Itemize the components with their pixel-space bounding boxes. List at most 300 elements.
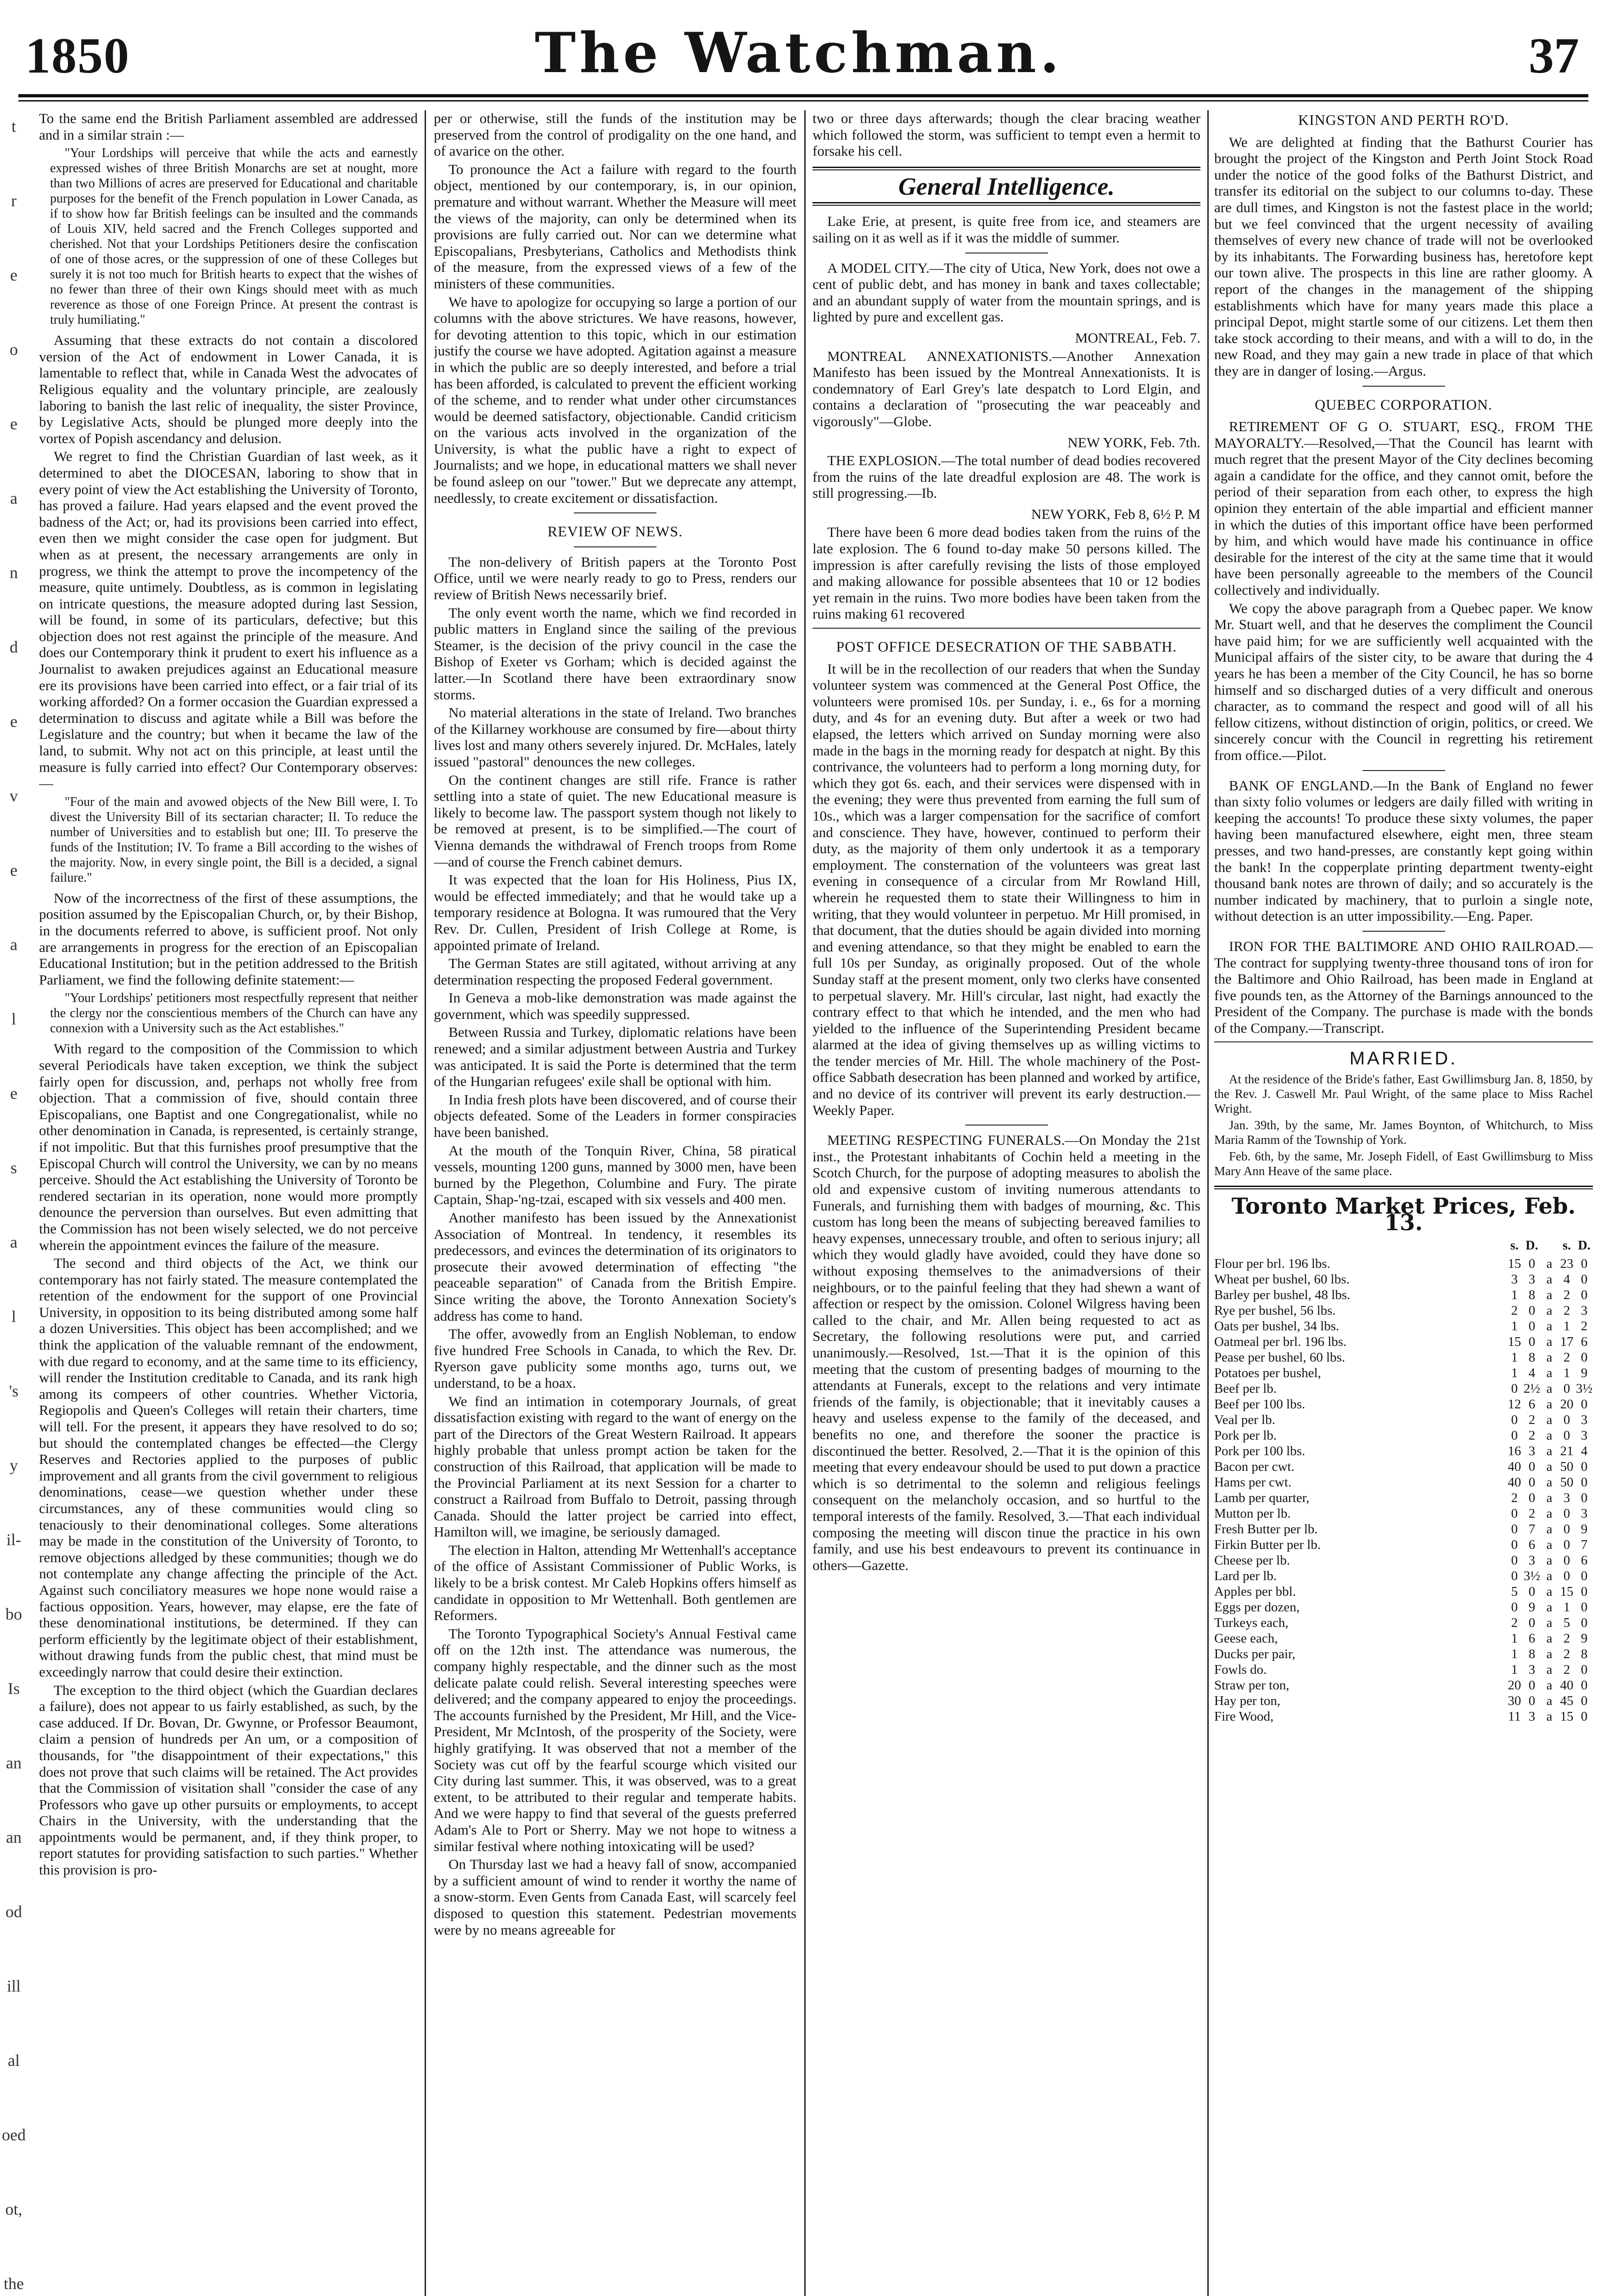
market-value: a (1546, 1350, 1553, 1365)
article-paragraph: The exception to the third object (which the Guardian declares a failure), does not appear to us fairly established, as such, by the case adduced. If Dr. Bovan, Dr. Gwynne, or Professor Beaumont, claim a pension of hundreds per An um, or a composition of thousands, for "the disappointment of their expectations," this does not prove that such claims will be retained. The Act provides that the Commission of visitation shall "consider the case of any Professors who gave up other pursuits or employments, to accept Chairs in the University, with the understanding that the appointments would be permanent, and, if they think proper, to report statutes for providing satisfaction to such parties." Whether this provision is pro- (39, 1682, 418, 1878)
page-number: 37 (1529, 28, 1579, 84)
market-value: a (1546, 1412, 1553, 1427)
quoted-petition: "Your Lordships' petitioners most respectfully represent that neither the clergy nor the conscientious members of the Church can have any connexion with a University such as the Act establishes." (50, 991, 418, 1036)
margin-letter: a (10, 489, 17, 507)
news-paragraph: On the continent changes are still rife. France is rather settling into a state of quiet. The new Educational measure is likely to become law. The passport system though not likely to be removed at present, is to be simplified.—The court of Vienna demands the withdrawal of French troops from Rome—and of course the French cabinet demurs. (434, 771, 796, 870)
market-value: 0 (1511, 1568, 1518, 1583)
section-heading-married: MARRIED. (1349, 1048, 1458, 1069)
margin-letter: t (11, 117, 16, 135)
market-value: 15 (1508, 1334, 1521, 1349)
market-value: 6 (1528, 1396, 1536, 1412)
news-paragraph: The Toronto Typographical Society's Annual Festival came off on the 12th inst. The attendance was numerous, the company highly respectable, and the dinner such as the most delicate palate could relish. Several interesting speeches were delivered; and the company appeared to enjoy the proceedings. The accounts furnished by the President, Mr Hill, and the Vice-President, Mr McIntosh, of the prosperity of the Society, were highly gratifying. It was observed that not a member of the Society was cut off by the fearful scourge which visited our City during last summer. This, it was observed, was to a great extent, to be attributed to their regular and temperate habits. And we were happy to find that several of the guests preferred Adam's Ale to Port or Sherry. May we not hope to witness a similar festival where nothing intoxicating will be used? (434, 1625, 796, 1854)
section-heading-review-of-news: REVIEW OF NEWS. (547, 523, 683, 540)
column-divider (425, 110, 426, 2296)
market-row (1214, 1615, 1593, 1631)
market-value: 2 (1581, 1318, 1588, 1334)
market-value: 0 (1528, 1303, 1536, 1318)
news-paragraph: It will be in the recollection of our readers that when the Sunday volunteer system was commenced at the General Post Office, the volunteers were promised 10s. per Sunday, i. e., 6s for a morning duty, and 4s for an evening duty. But after a week or two had elapsed, the letters which arrived on Sunday morning were also made in the bags in the morning ready for despatch at night. By this contrivance, the volunteers had to perform a long morning duty, for which they got 6s. each, and their services were dispensed with in the evening; they were thus prevented from earning the full sum of 10s., which was a larger compensation for the sacrifice of comfort and conscience. They have, however, continued to perform their duty, as the majority of them only undertook it as a temporary employment. The consternation of the volunteers was great last evening in consequence of a circular from Mr Rowland Hill, wherein he requested them to state their Willingness to him in writing, that they would volunteer in perpetuo. Mr Hill promised, in that document, that the duties should be again divided into morning and evening attendance, so that they might be enabled to earn the full 10s per Sunday, as originally proposed. Out of the whole Sunday staff at the present moment, only two clerks have consented to perpetual slavery. Mr. Hill's circular, last night, had exactly the contrary effect to that which he intended, and the men who had yielded to the influence of the Superintending President became alarmed at the idea of giving themselves up as willing victims to the tender mercies of Mr. Hill. The whole machinery of the Post-office Sabbath desecration has been planned and worked by artifice, and no device of its contriver will prevent its early destruction.—Weekly Paper. (813, 660, 1200, 1118)
article-paragraph: To pronounce the Act a failure with regard to the fourth object, mentioned by our contemporary, is, in our opinion, premature and without warrant. Whether the Measure will meet the views of the majority, can only be determined when its provisions are fully carried out. Nor can we determine what Episcopalians, Presbyterians, Catholics and Methodists think of the measure, from the expressed views of a few of the ministers of these communities. (434, 161, 796, 292)
market-value: a (1546, 1334, 1553, 1349)
market-value: 2½ (1523, 1381, 1541, 1396)
market-value: 12 (1508, 1396, 1521, 1412)
news-paragraph: BANK OF ENGLAND.—In the Bank of England no fewer than sixty folio volumes or ledgers are daily filled with writing in keeping the accounts! To produce these sixty volumes, the paper having been manufactured elsewhere, eight men, three steam presses, and two hand-presses, are constantly kept going within the bank! In the copperplate printing department twenty-eight thousand bank notes are thrown of daily; and so accurately is the number indicated by machinery, that to purloin a single note, without detection is an utter impossibility.—Eng. Paper. (1214, 777, 1593, 924)
market-row (1214, 1677, 1593, 1693)
margin-letter: ill (6, 1977, 21, 1995)
market-value: 1 (1563, 1599, 1570, 1615)
market-value: 1 (1511, 1631, 1518, 1646)
market-value: 45 (1560, 1693, 1574, 1708)
column-3 (813, 110, 1200, 2296)
market-value: 0 (1528, 1474, 1536, 1490)
market-row (1214, 1521, 1593, 1537)
market-item: Fowls do. (1214, 1662, 1267, 1677)
market-row (1214, 1506, 1593, 1521)
market-value: 0 (1581, 1599, 1588, 1615)
market-value: 1 (1563, 1365, 1570, 1380)
news-paragraph: MONTREAL ANNEXATIONISTS.—Another Annexation Manifesto has been issued by the Montreal Annexationists. It is condemnatory of Earl Grey's late despatch to Lord Elgin, and contains a declaration of "prosecuting the war peaceably and vigorously"—Globe. (813, 348, 1200, 429)
market-value: 0 (1581, 1256, 1588, 1271)
market-row (1214, 1443, 1593, 1459)
section-rule (1214, 1041, 1593, 1042)
article-paragraph: To the same end the British Parliament assembled are addressed and in a similar strain :— (39, 110, 418, 143)
market-value: a (1546, 1506, 1553, 1521)
market-value: 0 (1528, 1318, 1536, 1334)
market-value: 0 (1581, 1272, 1588, 1287)
market-value: 1 (1511, 1365, 1518, 1380)
market-value: 40 (1508, 1474, 1521, 1490)
market-value: 7 (1528, 1521, 1536, 1536)
market-value: 2 (1563, 1303, 1570, 1318)
market-row (1214, 1631, 1593, 1646)
market-col-header: s. (1510, 1238, 1519, 1253)
market-value: 15 (1560, 1709, 1574, 1724)
market-value: 0 (1581, 1677, 1588, 1693)
market-item: Fresh Butter per lb. (1214, 1521, 1318, 1536)
market-item: Fire Wood, (1214, 1709, 1274, 1724)
market-col-header: s. (1563, 1238, 1571, 1253)
market-value: 0 (1528, 1584, 1536, 1599)
masthead-rule-thin (18, 100, 1588, 101)
news-paragraph: At the mouth of the Tonquin River, China, 58 piratical vessels, mounting 1200 guns, manned by 3000 men, have been burned by the Plegethon, Columbine and Fury. The pirate Captain, Shap-'ng-tzai, escaped with six vessels and 400 men. (434, 1142, 796, 1208)
market-value: 0 (1581, 1474, 1588, 1490)
market-value: 40 (1560, 1677, 1574, 1693)
market-item: Geese each, (1214, 1631, 1278, 1646)
market-value: 0 (1563, 1568, 1570, 1583)
market-value: 3½ (1523, 1568, 1541, 1583)
news-paragraph: It was expected that the loan for His Holiness, Pius IX, would be effected immediately; and that he would take up a temporary residence at Bologna. It was rumoured that the Very Rev. Dr. Cullen, President of Irish College at Rome, is appointed primate of Ireland. (434, 872, 796, 953)
column-divider (1207, 110, 1209, 2296)
market-value: 2 (1563, 1646, 1570, 1661)
section-heading-general-intelligence: General Intelligence. (898, 172, 1115, 200)
margin-letter: an (6, 1754, 22, 1772)
dateline-montreal: MONTREAL, Feb. 7. (1075, 329, 1200, 346)
market-value: 15 (1560, 1584, 1574, 1599)
market-value: 1 (1563, 1318, 1570, 1334)
market-value: a (1546, 1381, 1553, 1396)
market-value: a (1546, 1490, 1553, 1505)
market-value: 50 (1560, 1474, 1574, 1490)
market-value: 0 (1528, 1615, 1536, 1630)
market-value: 11 (1508, 1709, 1521, 1724)
market-value: 0 (1563, 1381, 1570, 1396)
masthead (18, 9, 1579, 96)
market-value: 2 (1563, 1662, 1570, 1677)
margin-letter: d (10, 638, 18, 656)
market-value: 3 (1581, 1412, 1588, 1427)
market-row (1214, 1350, 1593, 1365)
section-rule (574, 546, 656, 547)
market-value: 8 (1528, 1287, 1536, 1302)
market-value: 3 (1528, 1709, 1536, 1724)
margin-letter: l (11, 1010, 16, 1028)
column-2 (434, 110, 796, 2296)
market-value: 0 (1563, 1506, 1570, 1521)
news-paragraph: The German States are still agitated, without arriving at any determination respecting the proposed Federal government. (434, 955, 796, 988)
market-row (1214, 1256, 1593, 1272)
market-item: Oatmeal per brl. 196 lbs. (1214, 1334, 1347, 1349)
section-rule-double (1214, 1186, 1593, 1189)
item-rule (1362, 770, 1445, 771)
section-rule (574, 512, 656, 513)
market-value: 30 (1508, 1693, 1521, 1708)
market-value: 0 (1528, 1256, 1536, 1271)
market-value: 0 (1511, 1506, 1518, 1521)
market-value: 0 (1581, 1350, 1588, 1365)
market-value: 0 (1511, 1381, 1518, 1396)
market-item: Cheese per lb. (1214, 1553, 1290, 1568)
market-item: Hay per ton, (1214, 1693, 1281, 1708)
market-row (1214, 1709, 1593, 1724)
market-value: 20 (1508, 1677, 1521, 1693)
market-row (1214, 1490, 1593, 1506)
market-value: 1 (1511, 1662, 1518, 1677)
market-value: 0 (1528, 1490, 1536, 1505)
market-value: a (1546, 1303, 1553, 1318)
news-paragraph: No material alterations in the state of Ireland. Two branches of the Killarney workhouse are consumed by fire—about thirty lives lost and many others severely injured. Dr. McHales, lately issued "pastoral" denounces the new colleges. (434, 704, 796, 770)
market-value: 21 (1560, 1443, 1574, 1458)
market-value: 3 (1511, 1272, 1518, 1287)
news-paragraph: THE EXPLOSION.—The total number of dead bodies recovered from the ruins of the late dreadful explosion are 48. The work is still progressing.—Ib. (813, 452, 1200, 501)
market-item: Lamb per quarter, (1214, 1490, 1310, 1505)
market-value: 17 (1560, 1334, 1574, 1349)
market-row (1214, 1599, 1593, 1615)
news-paragraph: Another manifesto has been issued by the Annexationist Association of Montreal. In tendency, it resembles its predecessors, and evinces the determination of its originators to prosecute their avowed determination of effecting "the peaceable separation" of Canada from the British Empire. Since writing the above, the Toronto Annexation Society's address has come to hand. (434, 1210, 796, 1324)
market-value: a (1546, 1256, 1553, 1271)
margin-letter: e (10, 1084, 17, 1103)
news-paragraph: two or three days afterwards; though the clear bracing weather which followed the storm, was sufficient to tempt even a hermit to forsake his cell. (813, 110, 1200, 159)
market-item: Hams per cwt. (1214, 1474, 1292, 1490)
margin-letter: y (10, 1456, 18, 1474)
margin-letter: the (4, 2274, 24, 2293)
news-paragraph: The non-delivery of British papers at the Toronto Post Office, until we were nearly ready to go to Press, renders our review of British News necessarily brief. (434, 553, 796, 603)
margin-letter: r (11, 191, 17, 210)
news-paragraph: In Geneva a mob-like demonstration was made against the government, which was speedily suppressed. (434, 990, 796, 1022)
section-heading-quebec-corporation: QUEBEC CORPORATION. (1314, 396, 1493, 413)
margin-letter: al (8, 2051, 20, 2070)
market-value: 23 (1560, 1256, 1574, 1271)
market-row (1214, 1459, 1593, 1474)
quoted-guardian: "Four of the main and avowed objects of the New Bill were, I. To divest the University Bill of its sectarian character; II. To reduce the number of Universities and to establish but one; III. To preserve the funds of the Institution; IV. To frame a Bill according to the wishes of the majority. Now, in every single point, the Bill is a decided, a signal failure." (50, 794, 418, 885)
market-value: 0 (1511, 1537, 1518, 1552)
market-value: 2 (1511, 1615, 1518, 1630)
market-item: Ducks per pair, (1214, 1646, 1295, 1661)
market-item: Lard per lb. (1214, 1568, 1277, 1583)
news-paragraph: In India fresh plots have been discovered, and of course their objects defeated. Some of the Leaders in former conspiracies have been banished. (434, 1091, 796, 1141)
market-value: 0 (1581, 1662, 1588, 1677)
market-value: 0 (1581, 1287, 1588, 1302)
market-row (1214, 1646, 1593, 1662)
market-value: 0 (1563, 1412, 1570, 1427)
market-item: Rye per bushel, 56 lbs. (1214, 1303, 1336, 1318)
quoted-petition: "Your Lordships will perceive that while the acts and earnestly expressed wishes of three British Monarchs are set at nought, more than two Millions of acres are preserved for Educational and charitable purposes for the benefit of the French population in Lower Canada, as if to show how far British feelings can be insulted and the commands of Louis XIV, held sacred and the French Colleges supported and cherished. Not that your Lordships Petitioners desire the confiscation of one of those acres, or the suppression of one of these Colleges but surely it is not too much for British hearts to expect that the wishes of no fewer than three of their own Kings should meet with as much reverence as those of one Foreign Prince. At present the contrast is truly humiliating." (50, 146, 418, 327)
market-prices-table (1214, 1256, 1593, 1724)
news-paragraph: We are delighted at finding that the Bathurst Courier has brought the project of the Kingston and Perth Joint Stock Road under the notice of the good folks of the Bathurst District, and transfer its editorial on the subject to our columns to-day. These are dull times, and Kingston is not the fastest place in the world; but we feel convinced that the urgent necessity of availing themselves of every new chance of trade will not be overlooked by its inhabitants. The Forwarding business has, heretofore kept our town alive. The prospects in this line are rather gloomy. A report of the changes in the management of the shipping establishments which have for many years made this place a principal Depot, might startle some of our citizens. Let them then take stock according to their means, and with a will to do, in the new Road, and they may gain a new trade in place of that which they are in danger of losing.—Argus. (1214, 134, 1593, 379)
margin-letter: bo (6, 1605, 22, 1623)
news-paragraph: RETIREMENT OF G O. STUART, ESQ., FROM THE MAYORALTY.—Resolved,—That the Council has learnt with much regret that the present Mayor of the City declines becoming again a candidate for the office, and they cannot omit, before the period of their separation from each other, to express the high opinion they entertain of the able impartial and efficient manner in which the duties of this important office have been performed by him, and which would have made his continuance in office desirable for the interest of the city at the same time that it would have been personally agreeable to the members of the Council collectively and individually. (1214, 418, 1593, 598)
market-item: Bacon per cwt. (1214, 1459, 1295, 1474)
market-value: 1 (1511, 1287, 1518, 1302)
market-value: 0 (1563, 1521, 1570, 1536)
news-paragraph: IRON FOR THE BALTIMORE AND OHIO RAILROAD.—The contract for supplying twenty-three thousand tons of iron for the Baltimore and Ohio Railroad, has been made in England at five pounds ten, as the Attorney of the Barnings announced to the President of the Company. The purchase is made with the bonds of the Company.—Transcript. (1214, 938, 1593, 1036)
market-value: a (1546, 1287, 1553, 1302)
item-rule (1362, 386, 1445, 387)
market-value: a (1546, 1443, 1553, 1458)
market-item: Veal per lb. (1214, 1412, 1275, 1427)
market-prices-title: Toronto Market Prices, Feb. 13. (1231, 1193, 1576, 1236)
margin-letter: n (10, 563, 18, 582)
market-row (1214, 1303, 1593, 1318)
market-value: 0 (1511, 1521, 1518, 1536)
market-value: 6 (1581, 1334, 1588, 1349)
marriage-notice: At the residence of the Bride's father, East Gwillimsburg Jan. 8, 1850, by the Rev. J. Caswell Mr. Paul Wright, of the same place to Miss Rachel Wright. (1214, 1072, 1593, 1116)
article-paragraph: per or otherwise, still the funds of the institution may be preserved from the control of prodigality on the one hand, and of avarice on the other. (434, 110, 796, 159)
market-value: 3 (1581, 1303, 1588, 1318)
section-heading-kingston-perth: KINGSTON AND PERTH RO'D. (1298, 112, 1509, 128)
market-row (1214, 1474, 1593, 1490)
market-value: 4 (1528, 1365, 1536, 1380)
market-value: 0 (1563, 1428, 1570, 1443)
market-value: 0 (1581, 1615, 1588, 1630)
market-value: 2 (1563, 1631, 1570, 1646)
market-value: a (1546, 1631, 1553, 1646)
market-value: 0 (1511, 1412, 1518, 1427)
market-value: 5 (1511, 1584, 1518, 1599)
market-value: 5 (1563, 1615, 1570, 1630)
news-paragraph: We find an intimation in cotemporary Journals, of great dissatisfaction existing with regard to the want of energy on the part of the Directors of the Great Western Railroad. It appears highly probable that unless prompt action be taken for the construction of this Railroad, that application will be made to the Provincial Parliament at its next Session for a charter to construct a Railroad from Buffalo to Detroit, passing through Canada. Should the latter project be carried into effect, Hamilton will, we imagine, be seriously damaged. (434, 1393, 796, 1540)
masthead-year: 1850 (25, 28, 130, 84)
market-row (1214, 1334, 1593, 1350)
market-row (1214, 1553, 1593, 1568)
market-row (1214, 1272, 1593, 1287)
market-item: Wheat per bushel, 60 lbs. (1214, 1272, 1350, 1287)
market-value: 0 (1528, 1334, 1536, 1349)
market-value: 0 (1581, 1459, 1588, 1474)
market-value: a (1546, 1693, 1553, 1708)
masthead-rule (18, 94, 1588, 97)
market-column-headers (1214, 1238, 1593, 1254)
market-value: 8 (1528, 1350, 1536, 1365)
market-value: 0 (1511, 1553, 1518, 1568)
market-item: Beef per 100 lbs. (1214, 1396, 1306, 1412)
market-value: a (1546, 1568, 1553, 1583)
margin-letter: e (10, 415, 17, 433)
market-value: 3 (1528, 1443, 1536, 1458)
margin-letter: e (10, 861, 17, 879)
market-col-header (1541, 1238, 1558, 1254)
news-paragraph: Lake Erie, at present, is quite free from ice, and steamers are sailing on it as well as if it was the middle of summer. (813, 213, 1200, 246)
market-value: 2 (1511, 1303, 1518, 1318)
market-value: 0 (1563, 1537, 1570, 1552)
market-row (1214, 1568, 1593, 1584)
left-margin-fragments (0, 110, 28, 2296)
market-value: 2 (1563, 1350, 1570, 1365)
market-value: a (1546, 1318, 1553, 1334)
news-paragraph: We copy the above paragraph from a Quebec paper. We know Mr. Stuart well, and that he deserves the compliment the Council have paid him; for we are sufficiently well acquainted with the Municipal affairs of the sister city, to be aware that during the 4 years he has been a member of the City Council, he has so borne himself and so discharged duties of a very difficult and onerous character, as to command the respect and good will of all his fellow citizens, without distinction of origin, politics, or creed. We sincerely concur with the Council in regretting his retirement from office.—Pilot. (1214, 600, 1593, 763)
section-rule-double (813, 167, 1200, 170)
market-value: a (1546, 1615, 1553, 1630)
market-item: Firkin Butter per lb. (1214, 1537, 1321, 1552)
market-item: Flour per brl. 196 lbs. (1214, 1256, 1330, 1271)
market-value: 0 (1563, 1553, 1570, 1568)
market-value: 20 (1560, 1396, 1574, 1412)
margin-letter: a (10, 1233, 17, 1251)
item-rule (1362, 931, 1445, 932)
market-item: Pease per bushel, 60 lbs. (1214, 1350, 1346, 1365)
margin-letter: ot, (5, 2200, 22, 2218)
article-paragraph: With regard to the composition of the Commission to which several Periodicals have taken exception, we think the subject fairly open for discussion, and, perhaps not wholly free from objection. That a commission of five, should contain three Episcopalians, one Baptist and one Congregationalist, while no other denomination in Canada, is represented, is certainly strange, if not impolitic. But that this furnishes proof presumptive that the Episcopal Church will control the University, we can by no means perceive. Should the Act establishing the University of Toronto be rendered sectarian in its operation, none would more promptly denounce the perversion than ourselves. But even admitting that the Commission has not been wisely selected, we do not perceive wherein the appointment evinces the failure of the measure. (39, 1041, 418, 1253)
market-value: 40 (1508, 1459, 1521, 1474)
market-value: a (1546, 1537, 1553, 1552)
market-value: 0 (1581, 1709, 1588, 1724)
news-paragraph: MEETING RESPECTING FUNERALS.—On Monday the 21st inst., the Protestant inhabitants of Cochin held a meeting in the Scotch Church, for the purpose of adopting measures to abolish the old and expensive custom of inviting numerous attendants to Funerals, and furnishing them with badges of mourning, &c. This custom has long been the means of subjecting bereaved families to heavy expenses, unnecessary trouble, and often to serious injury; all which they would gladly have avoided, could they have done so without exposing themselves to the animadversions of their neighbours, or to the painful feeling that they had shewn a want of affection or respect by the omission. Colonel Wilgress having been called to the chair, and Mr. Allen being requested to act as Secretary, the following resolutions were put, and carried unanimously.—Resolved, 1st.—That it is the opinion of this meeting that the custom of presenting badges of mourning to the attendants at Funerals, except to the relations and very intimate friends of the family, is objectionable; that it inevitably causes a heavy and useless expense to the family of the deceased, and benefits no one, and therefore the sooner the practice is discontinued the better. Resolved, 2.—That it is the opinion of this meeting that every endeavour should be used to put down a practice which is so detrimental to the solemn and religious feelings consequent on the melancholy occasion, and so hurtful to the temporal interests of the family. Resolved, 3.—That each individual composing the meeting will discon tinue the practice in his own family, and use his best endeavours to prevent its continuance in others—Gazette. (813, 1132, 1200, 1573)
news-paragraph: The only event worth the name, which we find recorded in public matters in England since the sailing of the previous Steamer, is the decision of the privy council in the case the Bishop of Exeter vs Gorham; which is decided against the latter.—In Scotland there have been extraordinary snow storms. (434, 604, 796, 703)
market-row (1214, 1412, 1593, 1428)
market-col-header: D. (1525, 1238, 1538, 1253)
section-rule-double (813, 202, 1200, 206)
market-value: 2 (1511, 1490, 1518, 1505)
margin-letter: o (10, 340, 18, 359)
news-paragraph: On Thursday last we had a heavy fall of snow, accompanied by a sufficient amount of wind to render it worthy the name of a snow-storm. Even Gents from Canada East, will scarcely feel disposed to question this statement. Pedestrian movements were by no means agreeable for (434, 1856, 796, 1938)
market-value: 3 (1563, 1490, 1570, 1505)
market-value: a (1546, 1459, 1553, 1474)
margin-letter: 's (9, 1382, 19, 1400)
market-item: Mutton per lb. (1214, 1506, 1291, 1521)
market-value: 6 (1528, 1631, 1536, 1646)
market-row (1214, 1693, 1593, 1709)
market-value: 1 (1511, 1350, 1518, 1365)
market-item: Pork per 100 lbs. (1214, 1443, 1306, 1458)
market-value: 2 (1528, 1412, 1536, 1427)
market-value: a (1546, 1584, 1553, 1599)
market-item: Oats per bushel, 34 lbs. (1214, 1318, 1340, 1334)
market-value: 6 (1581, 1553, 1588, 1568)
market-value: 7 (1581, 1537, 1588, 1552)
column-1 (39, 110, 418, 2296)
market-row (1214, 1662, 1593, 1677)
margin-letter: v (10, 787, 18, 805)
column-4 (1214, 110, 1593, 2296)
market-value: a (1546, 1646, 1553, 1661)
market-item: Potatoes per bushel, (1214, 1365, 1321, 1380)
margin-letter: Is (8, 1679, 20, 1698)
margin-letter: il- (6, 1531, 21, 1549)
market-value: 3 (1528, 1553, 1536, 1568)
margin-letter: od (6, 1902, 22, 1921)
market-row (1214, 1381, 1593, 1396)
news-paragraph: Between Russia and Turkey, diplomatic relations have been renewed; and a similar adjustment between Austria and Turkey was anticipated. It is said the Porte is determined that the term of the Hungarian refugees' exile shall be optional with him. (434, 1024, 796, 1090)
market-value: 0 (1581, 1568, 1588, 1583)
market-item: Straw per ton, (1214, 1677, 1289, 1693)
market-value: 6 (1528, 1537, 1536, 1552)
section-rule (813, 628, 1200, 629)
market-value: 2 (1563, 1287, 1570, 1302)
market-value: 3 (1581, 1428, 1588, 1443)
market-item: Turkeys each, (1214, 1615, 1289, 1630)
market-item: Beef per lb. (1214, 1381, 1277, 1396)
market-item: Pork per lb. (1214, 1428, 1277, 1443)
margin-letter: s (10, 1159, 17, 1177)
news-paragraph: The offer, avowedly from an English Nobleman, to endow five hundred Free Schools in Canada, to which the Rev. Dr. Ryerson gave publicity some months ago, turns out, we understand, to be a hoax. (434, 1326, 796, 1391)
market-value: 0 (1581, 1490, 1588, 1505)
market-row (1214, 1318, 1593, 1334)
market-value: a (1546, 1396, 1553, 1412)
market-row (1214, 1584, 1593, 1599)
market-item: Barley per bushel, 48 lbs. (1214, 1287, 1351, 1302)
market-value: 3 (1528, 1272, 1536, 1287)
margin-letter: e (10, 712, 17, 731)
market-value: 16 (1508, 1443, 1521, 1458)
dateline-new-york-2: NEW YORK, Feb 8, 6½ P. M (1031, 506, 1200, 522)
market-value: a (1546, 1599, 1553, 1615)
market-value: 0 (1528, 1677, 1536, 1693)
market-value: 2 (1528, 1506, 1536, 1521)
section-heading-post-office: POST OFFICE DESECRATION OF THE SABBATH. (836, 638, 1177, 655)
market-value: a (1546, 1662, 1553, 1677)
market-value: 3 (1528, 1662, 1536, 1677)
market-row (1214, 1396, 1593, 1412)
dateline-new-york-1: NEW YORK, Feb. 7th. (1067, 434, 1200, 450)
market-value: 4 (1581, 1443, 1588, 1458)
market-value: a (1546, 1677, 1553, 1693)
market-value: 0 (1511, 1599, 1518, 1615)
market-item: Eggs per dozen, (1214, 1599, 1300, 1615)
market-value: 0 (1528, 1459, 1536, 1474)
market-value: a (1546, 1272, 1553, 1287)
margin-letter: oed (2, 2126, 26, 2144)
market-value: 4 (1563, 1272, 1570, 1287)
market-value: 1 (1511, 1318, 1518, 1334)
column-divider (804, 110, 806, 2296)
market-value: 15 (1508, 1256, 1521, 1271)
market-row (1214, 1287, 1593, 1303)
newspaper-title: The Watchman. (534, 21, 1063, 85)
market-row (1214, 1365, 1593, 1381)
margin-letter: l (11, 1307, 16, 1326)
market-value: 9 (1528, 1599, 1536, 1615)
news-paragraph: The election in Halton, attending Mr Wettenhall's acceptance of the office of Assistant Commissioner of Public Works, is likely to be a brisk contest. Mr Caleb Hopkins offers himself as candidate in opposition to Mr Wettenhall. Both gentlemen are Reformers. (434, 1542, 796, 1624)
market-value: 0 (1511, 1428, 1518, 1443)
market-row (1214, 1537, 1593, 1553)
article-paragraph: Assuming that these extracts do not contain a discolored version of the Act of endowment in Lower Canada, it is lamentable to reflect that, while in Canada West the advocates of Religious equality and the voluntary principle, are zealously laboring to banish the last relic of inequality, the sister Province, by Legislative Acts, should be plunged more deeply into the vortex of Popish ascendancy and delusion. (39, 332, 418, 446)
market-value: 50 (1560, 1459, 1574, 1474)
market-value: 9 (1581, 1631, 1588, 1646)
news-paragraph: A MODEL CITY.—The city of Utica, New York, does not owe a cent of public debt, and has money in bank and taxes collectable; and an abundant supply of water from the mountain springs, and is lighted by pure and excellent gas. (813, 259, 1200, 325)
market-value: a (1546, 1553, 1553, 1568)
market-value: a (1546, 1709, 1553, 1724)
article-paragraph: We have to apologize for occupying so large a portion of our columns with the above strictures. We have reasons, however, for devoting attention to this topic, which in our estimation justify the course we have adopted. Agitation against a measure in which the public are so deeply interested, and before a trial has been afforded, is calculated to prevent the efficient working of the scheme, and to render what under other circumstances would be deemed satisfactory, objectionable. Candid criticism on the various acts involved in the organization of the University, is what the public have a right to expect of Journalists; and we hope, in educational matters we shall never be found asleep on our "tower." But we deprecate any attempt, needlessly, to create excitement or dissatisfaction. (434, 293, 796, 506)
market-row (1214, 1428, 1593, 1443)
market-value: 3½ (1575, 1381, 1593, 1396)
